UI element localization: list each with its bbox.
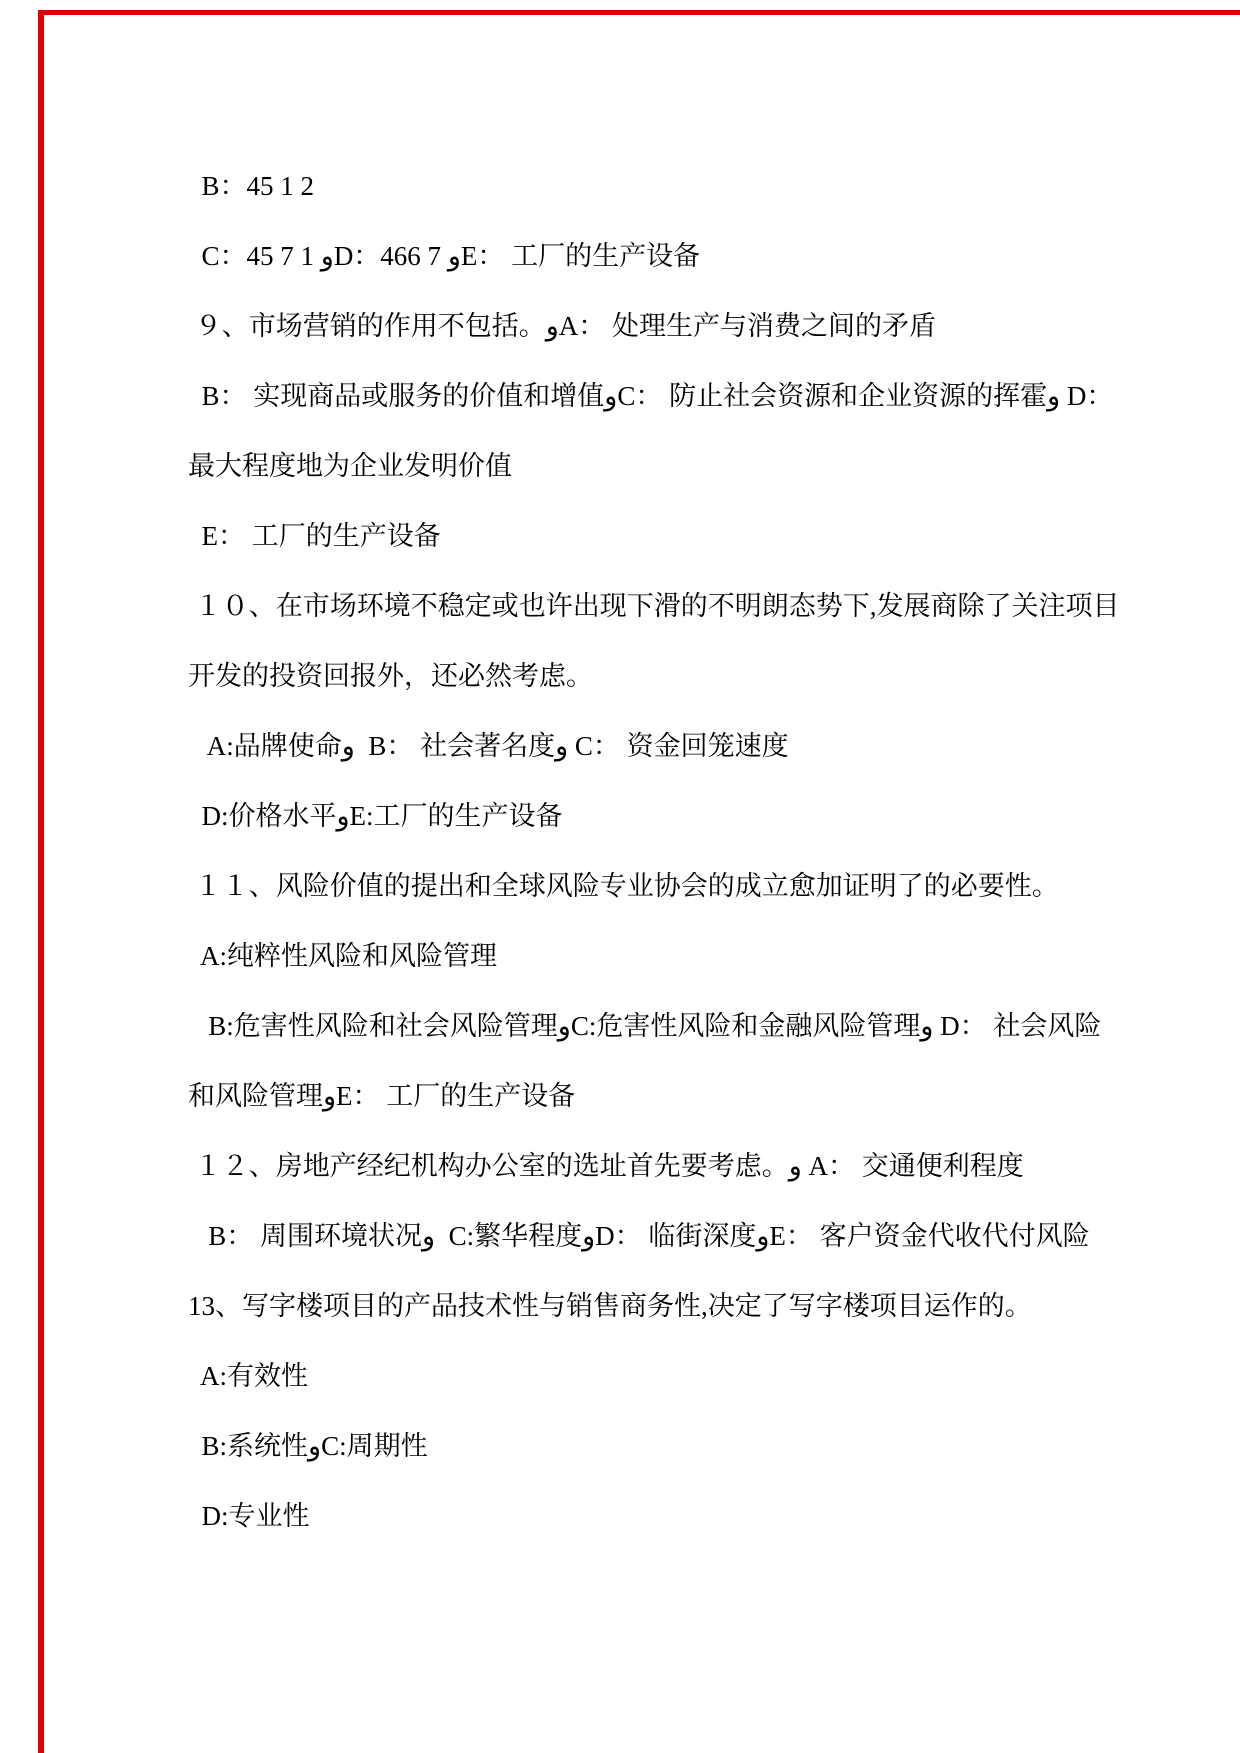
text-line: B： 实现商品或服务的价值和增值وC： 防止社会资源和企业资源的挥霍و D：	[188, 381, 1114, 411]
text-line: B:系统性وC:周期性	[188, 1431, 428, 1461]
text-line: ９、市场营销的作用不包括。وA： 处理生产与消费之间的矛盾	[188, 311, 937, 341]
text-line: A:有效性	[188, 1361, 309, 1391]
text-line: １１、风险价值的提出和全球风险专业协会的成立愈加证明了的必要性。	[188, 871, 1059, 901]
text-line: B：45 1 2	[188, 171, 315, 201]
page-border-top-line	[38, 10, 1240, 15]
text-line: B:危害性风险和社会风险管理وC:危害性风险和金融风险管理و D： 社会风险	[188, 1011, 1102, 1041]
text-line: １２、房地产经纪机构办公室的选址首先要考虑。و A： 交通便利程度	[188, 1151, 1024, 1181]
text-line: E： 工厂的生产设备	[188, 521, 441, 551]
page-border-left-line	[38, 10, 44, 1753]
text-line: D:价格水平وE:工厂的生产设备	[188, 801, 563, 831]
document-content	[188, 151, 1198, 1551]
text-line: A:品牌使命و B： 社会著名度و C： 资金回笼速度	[188, 731, 789, 761]
text-line: C：45 7 1 وD：466 7 وE： 工厂的生产设备	[188, 241, 701, 271]
text-line: A:纯粹性风险和风险管理	[188, 941, 498, 971]
text-line: D:专业性	[188, 1501, 310, 1531]
text-line: 开发的投资回报外，还必然考虑。	[188, 661, 593, 691]
text-line: B： 周围环境状况و C:繁华程度وD： 临街深度وE： 客户资金代收代付风险	[188, 1221, 1090, 1251]
text-line: 和风险管理وE： 工厂的生产设备	[188, 1081, 576, 1111]
text-line: 13、写字楼项目的产品技术性与销售商务性,决定了写字楼项目运作的。	[188, 1291, 1032, 1321]
text-line: １０、在市场环境不稳定或也许出现下滑的不明朗态势下,发展商除了关注项目	[188, 591, 1120, 621]
text-line: 最大程度地为企业发明价值	[188, 451, 512, 481]
